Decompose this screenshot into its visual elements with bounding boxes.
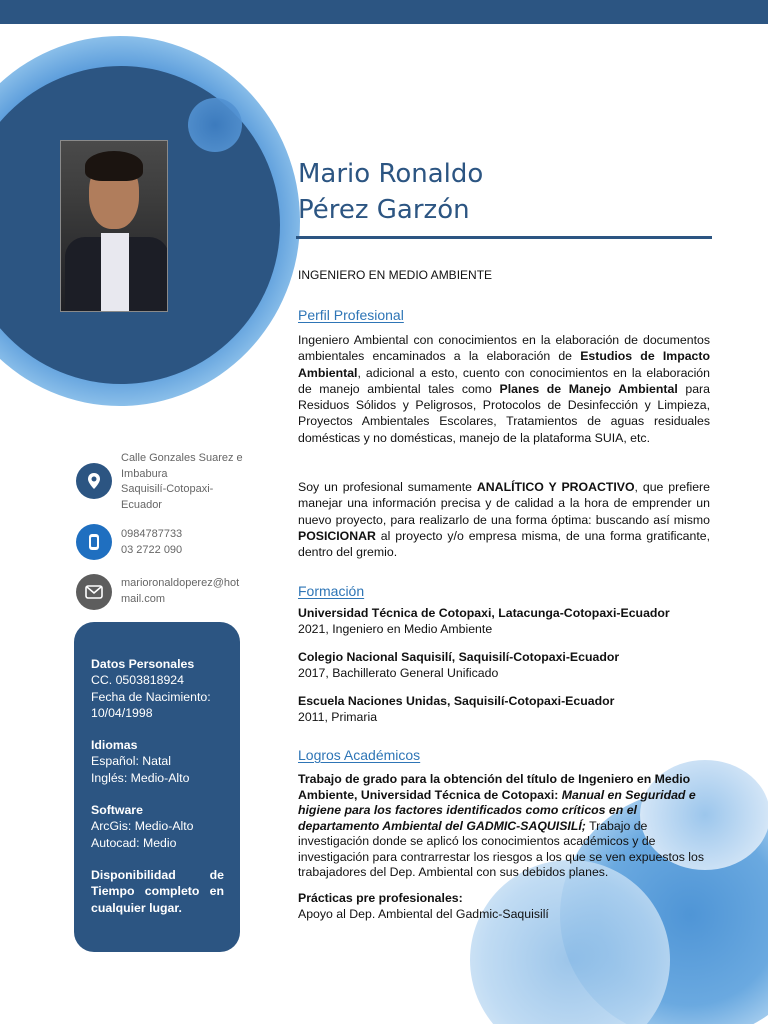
- language-item: Inglés: Medio-Alto: [91, 770, 190, 785]
- education-item: [298, 694, 614, 725]
- education-institution: Colegio Nacional Saquisilí, Saquisilí-Cotopaxi-Ecuador: [298, 650, 620, 664]
- location-pin-icon: [76, 463, 112, 499]
- education-institution: Escuela Naciones Unidas, Saquisilí-Cotopaxi-Ecuador: [298, 694, 615, 708]
- practice-block: [298, 891, 549, 922]
- education-detail: 2011, Primaria: [298, 709, 378, 724]
- achievements-heading: Logros Académicos: [298, 747, 421, 763]
- education-detail: 2017, Bachillerato General Unificado: [298, 665, 499, 680]
- software-item: ArcGis: Medio-Alto: [91, 819, 194, 834]
- job-title: INGENIERO EN MEDIO AMBIENTE: [298, 268, 493, 282]
- profile-heading: Perfil Profesional: [298, 307, 404, 323]
- software-item: Autocad: Medio: [91, 835, 177, 850]
- practice-detail: Apoyo al Dep. Ambiental del Gadmic-Saquisilí: [298, 906, 549, 921]
- name-divider: [296, 236, 712, 239]
- education-institution: Universidad Técnica de Cotopaxi, Latacunga-Cotopaxi-Ecuador: [298, 606, 670, 620]
- availability-text: Disponibilidad de Tiempo completo en cualquier lugar.: [91, 867, 224, 915]
- education-heading: Formación: [298, 583, 365, 599]
- birth-label: Fecha de Nacimiento:: [91, 689, 211, 704]
- email-icon: [76, 574, 112, 610]
- languages-heading: Idiomas: [91, 738, 138, 753]
- top-banner: [0, 0, 768, 24]
- phone-icon: [76, 524, 112, 560]
- profile-photo: [60, 140, 168, 312]
- address-text: Calle Gonzales Suarez e Imbabura Saquisilí-Cotopaxi- Ecuador: [121, 452, 243, 511]
- education-item: [298, 650, 619, 681]
- profile-paragraph-2: Soy un profesional sumamente ANALÍTICO Y PROACTIVO, que prefiere manejar una información precisa y de calidad a la hora de emprender un nuevo proyecto, para realizarlo de una forma óptima: buscando así mismo POSICIONAR al proyecto y/o empresa misma, de una forma gratificante, dentro del gremio.: [298, 480, 710, 560]
- education-detail: 2021, Ingeniero en Medio Ambiente: [298, 621, 493, 636]
- person-name: [298, 156, 483, 228]
- email-text: marioronaldoperez@hot mail.com: [121, 577, 240, 605]
- name-second-line: Pérez Garzón: [298, 195, 470, 225]
- language-item: Español: Natal: [91, 754, 171, 769]
- name-first-line: Mario Ronaldo: [298, 159, 484, 189]
- software-heading: Software: [91, 803, 143, 818]
- id-number: CC. 0503818924: [91, 673, 184, 688]
- practice-heading: Prácticas pre profesionales:: [298, 891, 463, 905]
- decorative-circle-small: [188, 98, 242, 152]
- phone-text: 0984787733 03 2722 090: [121, 528, 183, 556]
- birth-date: 10/04/1998: [91, 705, 153, 720]
- education-item: [298, 606, 670, 637]
- personal-info-box: [74, 622, 240, 952]
- achievements-paragraph: Trabajo de grado para la obtención del título de Ingeniero en Medio Ambiente, Universidad Técnica de Cotopaxi: Manual en Seguridad e higiene para los factores identificados como críticos en el departamento Ambiental del GADMIC-SAQUISILÍ; Trabajo de investigación donde se aplicó los conocimientos académicos y de investigación para contrarrestar los riesgos a los que se ven expuestos los trabajadores del Dep. Ambiental con sus debidos planes.: [298, 772, 705, 879]
- profile-paragraph-1: Ingeniero Ambiental con conocimientos en la elaboración de documentos ambientales encaminados a la elaboración de Estudios de Impacto Ambiental, adicional a esto, cuento con conocimientos en la elaboración de manejo ambiental tales como Planes de Manejo Ambiental para Residuos Sólidos y Peligrosos, Protocolos de Desinfección y Limpieza, Proyectos Ambientales Escolares, Tratamientos de aguas residuales domésticas y no domésticas, manejo de la plataforma SUIA, etc.: [298, 333, 710, 445]
- personal-data-heading: Datos Personales: [91, 657, 195, 671]
